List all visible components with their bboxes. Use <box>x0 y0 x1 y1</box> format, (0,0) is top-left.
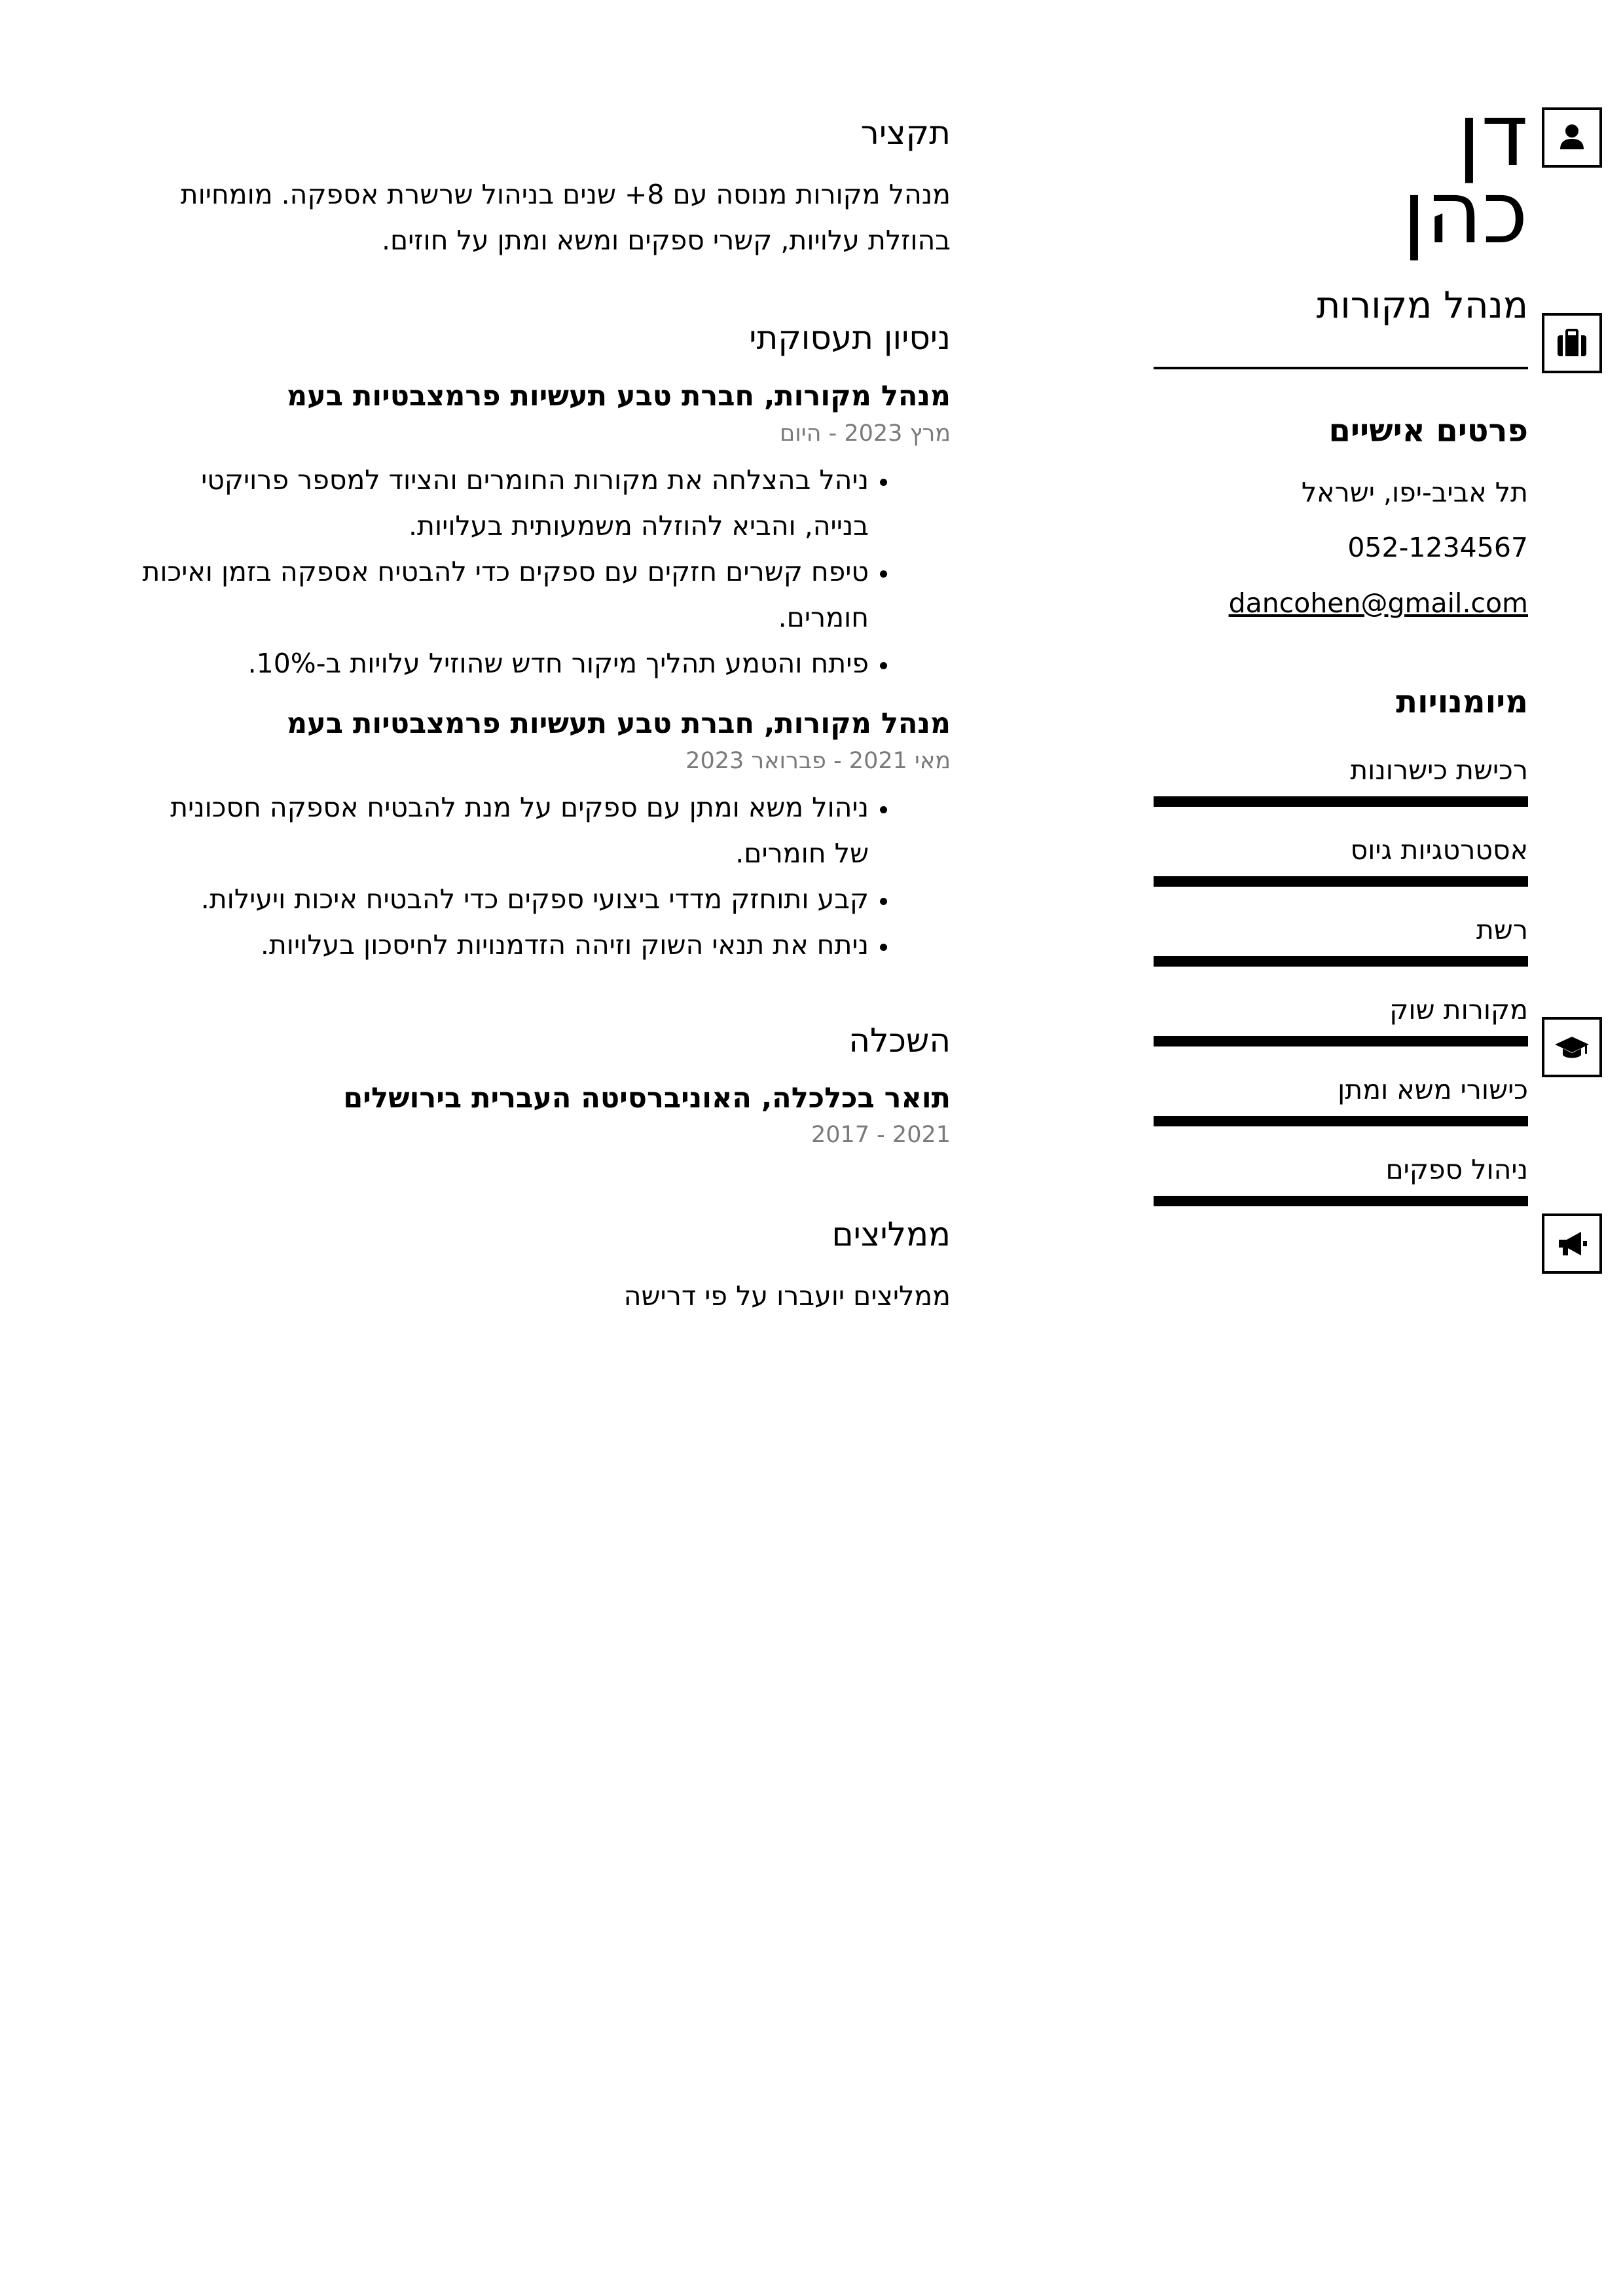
job-title-2: מנהל מקורות, חברת טבע תעשיות פרמצבטיות בעמ <box>287 707 951 740</box>
skill-label: רכישת כישרונות <box>1350 754 1528 786</box>
skill-label: ניהול ספקים <box>1385 1154 1528 1185</box>
skill-label: אסטרטגיות גיוס <box>1350 834 1528 866</box>
skill-level-bar <box>1154 1196 1528 1206</box>
personal-details-heading: פרטים אישיים <box>1328 413 1528 449</box>
skill-level-bar <box>1154 796 1528 807</box>
summary-text: מנהל מקורות מנוסה עם 8+ שנים בניהול שרשרת אספקה. מומחיות בהוזלת עלויות, קשרי ספקים ומשא ומתן על חוזים. <box>180 179 951 256</box>
summary-heading: תקציר <box>860 114 951 152</box>
megaphone-icon <box>1542 1213 1602 1274</box>
skill-item <box>1154 1070 1528 1126</box>
skills-heading: מיומנויות <box>1396 684 1528 720</box>
briefcase-icon <box>1542 313 1602 373</box>
job-title-1: מנהל מקורות, חברת טבע תעשיות פרמצבטיות בעמ <box>287 380 951 413</box>
experience-heading: ניסיון תעסוקתי <box>749 319 951 357</box>
list-item: • ניהל בהצלחה את מקורות החומרים והציוד למספר פרויקטי בנייה, והביא להוזלה משמעותית בעלויות. <box>132 457 869 549</box>
first-name: דן <box>1457 85 1528 186</box>
list-item: • פיתח והטמע תהליך מיקור חדש שהוזיל עלויות ב-10%. <box>132 640 869 686</box>
skill-level-bar <box>1154 876 1528 887</box>
job-bullets-1 <box>132 457 951 686</box>
job-dates-2: מאי 2021 - פברואר 2023 <box>685 748 951 774</box>
graduation-cap-icon <box>1542 1017 1602 1077</box>
list-item: • ניהול משא ומתן עם ספקים על מנת להבטיח אספקה חסכונית של חומרים. <box>132 785 869 876</box>
skill-item <box>1154 990 1528 1046</box>
skill-item <box>1154 830 1528 887</box>
skill-label: כישורי משא ומתן <box>1338 1074 1528 1105</box>
title-divider <box>1154 367 1528 369</box>
last-name: כהן <box>1402 162 1528 263</box>
full-name <box>1402 85 1528 263</box>
job-bullets-2 <box>132 785 951 968</box>
skill-label: רשת <box>1476 914 1528 946</box>
skill-item <box>1154 750 1528 807</box>
user-icon <box>1542 107 1602 168</box>
skill-level-bar <box>1154 1116 1528 1126</box>
education-degree: תואר בכלכלה, האוניברסיטה העברית בירושלים <box>343 1082 951 1115</box>
references-heading: ממליצים <box>831 1215 951 1253</box>
skill-item <box>1154 1150 1528 1206</box>
location-text: תל אביב-יפו, ישראל <box>1301 477 1528 508</box>
skill-level-bar <box>1154 956 1528 967</box>
job-dates-1: מרץ 2023 - היום <box>780 420 951 447</box>
skill-label: מקורות שוק <box>1389 994 1528 1026</box>
phone-text: 052-1234567 <box>1347 532 1528 563</box>
list-item: • ניתח את תנאי השוק וזיהה הזדמנויות לחיסכון בעלויות. <box>132 922 869 968</box>
job-title: מנהל מקורות <box>1316 284 1528 327</box>
list-item: • טיפח קשרים חזקים עם ספקים כדי להבטיח אספקה בזמן ואיכות חומרים. <box>132 549 869 640</box>
email-link[interactable]: dancohen@gmail.com <box>1228 587 1528 619</box>
education-heading: השכלה <box>848 1022 951 1060</box>
education-dates: 2021 - 2017 <box>811 1122 951 1148</box>
references-text: ממליצים יועברו על פי דרישה <box>623 1280 951 1312</box>
list-item: • קבע ותוחזק מדדי ביצועי ספקים כדי להבטיח איכות ויעילות. <box>132 876 869 922</box>
skill-level-bar <box>1154 1036 1528 1046</box>
skill-item <box>1154 910 1528 967</box>
